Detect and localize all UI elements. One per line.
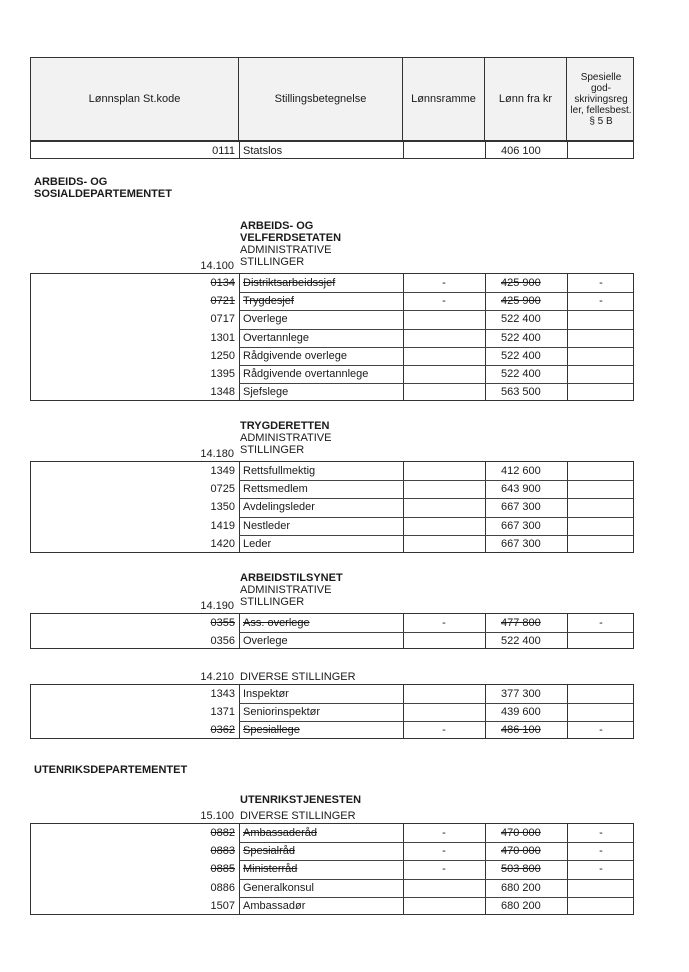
row-title: Distriktsarbeidssjef bbox=[243, 277, 336, 289]
header-spesielle: Spesielle god-skrivingsreg ler, fellesbest. § 5 B bbox=[570, 71, 632, 127]
row-code: 1349 bbox=[210, 465, 235, 477]
section-sub: DIVERSE STILLINGER bbox=[240, 810, 356, 822]
header-lonnsplan: Lønnsplan St.kode bbox=[31, 58, 239, 140]
row-title: Trygdesjef bbox=[243, 295, 294, 308]
header-lonn-fra: Lønn fra kr bbox=[485, 58, 567, 140]
row-code: 1419 bbox=[210, 519, 235, 532]
row-lonn: 425 900 bbox=[501, 277, 541, 289]
row-lonn: 680 200 bbox=[501, 899, 541, 912]
row-code: 1420 bbox=[210, 537, 235, 550]
row-code: 0721 bbox=[210, 295, 235, 308]
row-code: 1301 bbox=[210, 331, 235, 344]
section-title: ARBEIDSTILSYNET bbox=[240, 572, 343, 584]
table-14-210 bbox=[30, 684, 634, 739]
row-code: 1371 bbox=[210, 706, 235, 719]
dept-heading: ARBEIDS- OG SOSIALDEPARTEMENTET bbox=[34, 176, 172, 200]
section-number: 14.180 bbox=[200, 448, 234, 460]
row-ramme: - bbox=[442, 827, 446, 839]
row-code: 1348 bbox=[210, 386, 235, 399]
table-14-100 bbox=[30, 273, 634, 401]
section-number: 14.190 bbox=[200, 600, 234, 612]
row-code: 0111 bbox=[212, 145, 235, 157]
row-lonn: 477 800 bbox=[501, 617, 541, 629]
table-14-190 bbox=[30, 613, 634, 649]
row-spes: - bbox=[599, 845, 603, 858]
row-lonn: 680 200 bbox=[501, 881, 541, 894]
header-table bbox=[30, 57, 634, 141]
row-ramme: - bbox=[442, 863, 446, 876]
row-title: Inspektør bbox=[243, 688, 289, 700]
row-lonn: 563 500 bbox=[501, 386, 541, 399]
row-lonn: 503 800 bbox=[501, 863, 541, 876]
row-lonn: 470 000 bbox=[501, 827, 541, 839]
table-15-100 bbox=[30, 823, 634, 915]
row-title: Overlege bbox=[243, 313, 288, 326]
row-spes: - bbox=[599, 724, 603, 737]
section-sub: ADMINISTRATIVE bbox=[240, 244, 332, 256]
row-title: Rådgivende overlege bbox=[243, 349, 347, 362]
row-lonn: 470 000 bbox=[501, 845, 541, 858]
row-lonn: 522 400 bbox=[501, 368, 541, 380]
dept-heading: UTENRIKSDEPARTEMENTET bbox=[34, 764, 188, 776]
row-lonn: 486 100 bbox=[501, 724, 541, 737]
row-title: Spesiallege bbox=[243, 724, 300, 737]
row-title: Sjefslege bbox=[243, 386, 289, 399]
row-lonn: 522 400 bbox=[501, 313, 541, 326]
row-spes: - bbox=[599, 277, 603, 289]
section-title: UTENRIKSTJENESTEN bbox=[240, 794, 362, 806]
row-title: Rettsmedlem bbox=[243, 483, 308, 496]
row-title: Seniorinspektør bbox=[243, 706, 321, 719]
row-title: Spesialråd bbox=[243, 845, 295, 858]
row-code: 0717 bbox=[210, 313, 235, 326]
row-code: 1343 bbox=[210, 688, 235, 700]
row-lonn: 643 900 bbox=[501, 483, 541, 496]
row-title: Statslos bbox=[243, 145, 283, 157]
top-row-table bbox=[30, 141, 634, 159]
row-lonn: 412 600 bbox=[501, 465, 541, 477]
row-lonn: 667 300 bbox=[501, 537, 541, 550]
row-spes: - bbox=[599, 863, 603, 876]
row-ramme: - bbox=[442, 617, 446, 629]
row-code: 0134 bbox=[210, 277, 235, 289]
row-code: 1350 bbox=[210, 501, 235, 514]
row-code: 0356 bbox=[210, 635, 235, 648]
row-title: Nestleder bbox=[243, 519, 291, 532]
row-code: 1395 bbox=[210, 368, 235, 380]
row-lonn: 667 300 bbox=[501, 501, 541, 514]
row-code: 1250 bbox=[210, 349, 235, 362]
row-lonn: 522 400 bbox=[501, 349, 541, 362]
row-title: Ministerråd bbox=[243, 863, 298, 876]
row-lonn: 439 600 bbox=[501, 706, 541, 719]
section-sub: STILLINGER bbox=[240, 256, 305, 268]
row-lonn: 377 300 bbox=[501, 688, 541, 700]
row-ramme: - bbox=[442, 277, 446, 289]
row-title: Generalkonsul bbox=[243, 881, 314, 894]
row-title: Rettsfullmektig bbox=[243, 465, 316, 477]
row-code: 0355 bbox=[210, 617, 235, 629]
row-spes: - bbox=[599, 295, 603, 308]
row-code: 1507 bbox=[210, 899, 235, 912]
row-title: Rådgivende overtannlege bbox=[243, 368, 369, 380]
header-lonnsramme: Lønnsramme bbox=[403, 58, 485, 140]
section-number: 14.210 bbox=[200, 671, 234, 683]
section-sub: DIVERSE STILLINGER bbox=[240, 671, 356, 683]
row-code: 0885 bbox=[210, 863, 235, 876]
row-ramme: - bbox=[442, 724, 446, 737]
section-sub: ADMINISTRATIVE bbox=[240, 584, 332, 596]
row-lonn: 425 900 bbox=[501, 295, 541, 308]
section-number: 14.100 bbox=[200, 260, 234, 272]
section-sub: STILLINGER bbox=[240, 596, 305, 608]
row-lonn: 406 100 bbox=[501, 145, 541, 157]
row-title: Overtannlege bbox=[243, 331, 310, 344]
row-lonn: 522 400 bbox=[501, 635, 541, 648]
row-spes: - bbox=[599, 827, 603, 839]
row-title: Avdelingsleder bbox=[243, 501, 315, 514]
row-lonn: 522 400 bbox=[501, 331, 541, 344]
row-code: 0886 bbox=[210, 881, 235, 894]
table-14-180 bbox=[30, 461, 634, 553]
row-lonn: 667 300 bbox=[501, 519, 541, 532]
row-title: Leder bbox=[243, 537, 272, 550]
row-title: Overlege bbox=[243, 635, 288, 648]
section-number: 15.100 bbox=[200, 810, 234, 822]
row-ramme: - bbox=[442, 295, 446, 308]
row-title: Ambassadør bbox=[243, 899, 306, 912]
section-sub: STILLINGER bbox=[240, 444, 305, 456]
row-code: 0362 bbox=[210, 724, 235, 737]
row-code: 0725 bbox=[210, 483, 235, 496]
row-ramme: - bbox=[442, 845, 446, 858]
row-code: 0882 bbox=[210, 827, 235, 839]
section-title: TRYGDERETTEN bbox=[240, 420, 330, 432]
section-title: VELFERDSETATEN bbox=[240, 232, 342, 244]
row-code: 0883 bbox=[210, 845, 235, 858]
section-title: ARBEIDS- OG bbox=[240, 220, 314, 232]
row-title: Ass. overlege bbox=[243, 617, 310, 629]
section-sub: ADMINISTRATIVE bbox=[240, 432, 332, 444]
row-spes: - bbox=[599, 617, 603, 629]
header-stillingsbetegnelse: Stillingsbetegnelse bbox=[239, 58, 403, 140]
row-title: Ambassaderåd bbox=[243, 827, 317, 839]
